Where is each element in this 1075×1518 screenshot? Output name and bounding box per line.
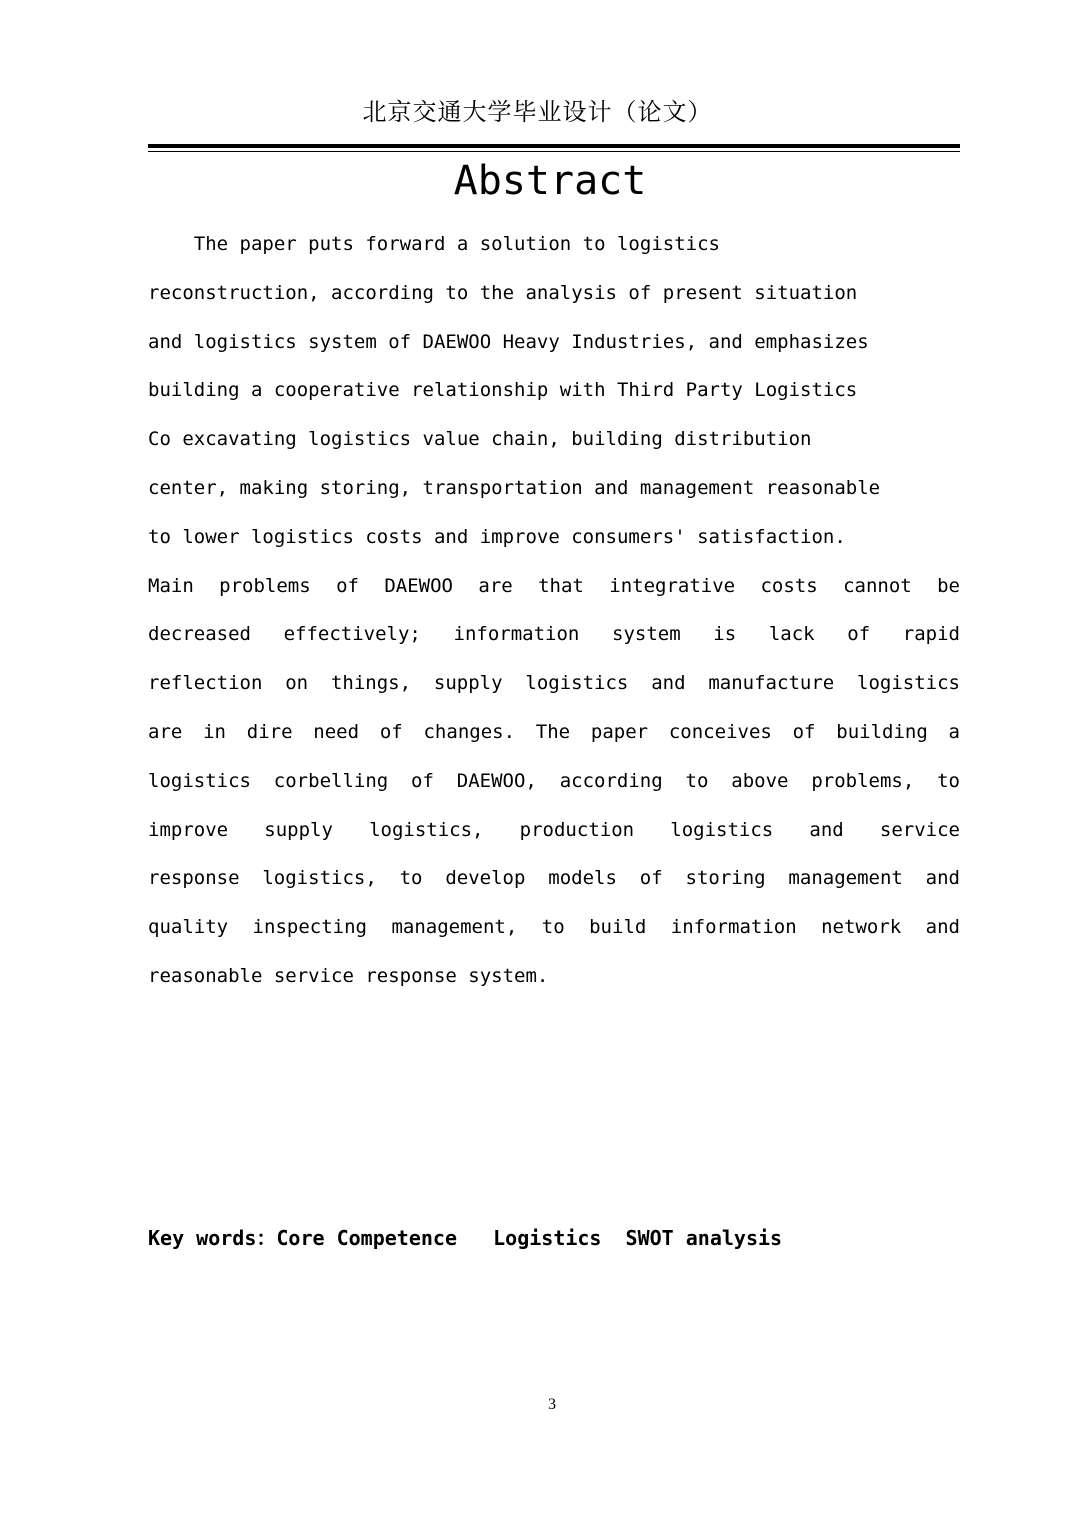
abstract-line: center, making storing, transportation and management reasonable (148, 476, 881, 499)
abstract-line: logistics corbelling of DAEWOO, according to above problems, to (148, 769, 960, 792)
abstract-line: response logistics, to develop models of storing management and (148, 867, 960, 890)
abstract-line: reconstruction, according to the analysis of present situation (148, 281, 858, 304)
abstract-line: building a cooperative relationship with Third Party Logistics (148, 379, 858, 402)
abstract-line: improve supply logistics, production logistics and service (148, 818, 960, 841)
header-rule-thick (148, 144, 960, 148)
abstract-body (148, 220, 960, 1001)
abstract-line: decreased effectively; information system is lack of rapid (148, 623, 960, 646)
abstract-line: quality inspecting management, to build information network and (148, 916, 960, 939)
abstract-line: Co excavating logistics value chain, building distribution (148, 428, 812, 451)
header-rule-thin (148, 151, 960, 152)
abstract-line: are in dire need of changes. The paper conceives of building a (148, 720, 960, 743)
keywords-line: Key words：Core Competence Logistics SWOT analysis (148, 1226, 783, 1250)
abstract-line: The paper puts forward a solution to logistics (148, 233, 720, 255)
abstract-heading: Abstract (453, 158, 647, 204)
abstract-line: and logistics system of DAEWOO Heavy Industries, and emphasizes (148, 330, 869, 353)
abstract-line: reasonable service response system. (148, 964, 549, 987)
abstract-line: reflection on things, supply logistics and manufacture logistics (148, 672, 960, 695)
page-header-title: 北京交通大学毕业设计（论文） (362, 98, 713, 126)
abstract-line: to lower logistics costs and improve consumers' satisfaction. (148, 525, 846, 548)
page-number: 3 (548, 1396, 556, 1413)
abstract-line: Main problems of DAEWOO are that integrative costs cannot be (148, 574, 960, 597)
